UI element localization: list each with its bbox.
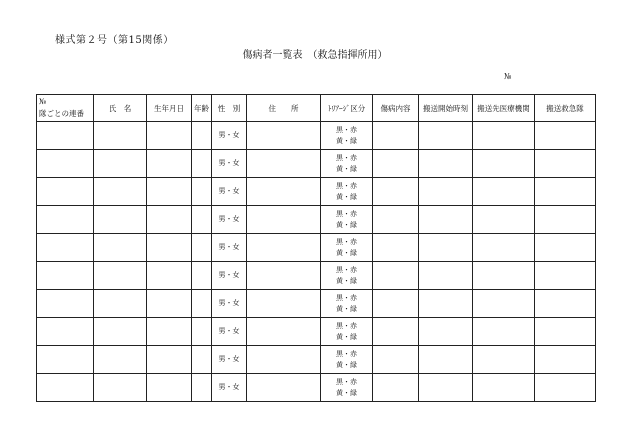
cell-destination[interactable]: [473, 290, 535, 318]
triage-options-line1: 黒・赤: [336, 293, 357, 302]
cell-birthdate[interactable]: [147, 318, 192, 346]
document-title: 傷病者一覧表 （救急指揮所用）: [242, 50, 388, 61]
cell-address[interactable]: [247, 374, 321, 402]
cell-address[interactable]: [247, 150, 321, 178]
cell-destination[interactable]: [473, 318, 535, 346]
cell-birthdate[interactable]: [147, 374, 192, 402]
cell-triage[interactable]: [321, 206, 373, 234]
cell-transport-start[interactable]: [419, 318, 473, 346]
cell-destination[interactable]: [473, 206, 535, 234]
cell-address[interactable]: [247, 206, 321, 234]
triage-options-line2: 黄・緑: [336, 304, 357, 313]
header-age: 年齢: [192, 95, 212, 122]
cell-triage[interactable]: [321, 178, 373, 206]
cell-address[interactable]: [247, 122, 321, 150]
cell-sequence[interactable]: [37, 122, 94, 150]
cell-transport-start[interactable]: [419, 178, 473, 206]
header-destination: 搬送先医療機関: [473, 95, 535, 122]
cell-transport-start[interactable]: [419, 346, 473, 374]
cell-age[interactable]: [192, 374, 212, 402]
triage-options-line1: 黒・赤: [336, 125, 357, 134]
cell-age[interactable]: [192, 234, 212, 262]
cell-destination[interactable]: [473, 262, 535, 290]
cell-name[interactable]: [94, 178, 147, 206]
triage-options-line2: 黄・緑: [336, 360, 357, 369]
page-number-label: №: [504, 72, 512, 81]
cell-injury[interactable]: [373, 262, 419, 290]
cell-name[interactable]: [94, 318, 147, 346]
cell-age[interactable]: [192, 206, 212, 234]
cell-sex[interactable]: 男・女: [212, 206, 247, 234]
table-row: [37, 178, 596, 206]
cell-sequence[interactable]: [37, 290, 94, 318]
cell-sequence[interactable]: [37, 346, 94, 374]
cell-triage[interactable]: [321, 346, 373, 374]
triage-options-line2: 黄・緑: [336, 248, 357, 257]
cell-transport-unit[interactable]: [535, 206, 596, 234]
cell-injury[interactable]: [373, 150, 419, 178]
cell-transport-unit[interactable]: [535, 122, 596, 150]
cell-age[interactable]: [192, 150, 212, 178]
cell-sequence[interactable]: [37, 262, 94, 290]
cell-injury[interactable]: [373, 346, 419, 374]
table-body: [37, 122, 596, 402]
cell-transport-start[interactable]: [419, 262, 473, 290]
form-number: 様式第２号（第15関係）: [55, 35, 174, 46]
cell-birthdate[interactable]: [147, 262, 192, 290]
table-row: [37, 346, 596, 374]
cell-transport-unit[interactable]: [535, 178, 596, 206]
cell-transport-start[interactable]: [419, 122, 473, 150]
cell-sequence[interactable]: [37, 150, 94, 178]
triage-options-line1: 黒・赤: [336, 377, 357, 386]
cell-address[interactable]: [247, 346, 321, 374]
cell-destination[interactable]: [473, 374, 535, 402]
table-row: [37, 150, 596, 178]
cell-destination[interactable]: [473, 122, 535, 150]
triage-options-line2: 黄・緑: [336, 220, 357, 229]
cell-address[interactable]: [247, 290, 321, 318]
cell-sex[interactable]: 男・女: [212, 178, 247, 206]
cell-name[interactable]: [94, 290, 147, 318]
cell-injury[interactable]: [373, 374, 419, 402]
header-sequence-number: [37, 95, 94, 122]
casualty-roster-table: [36, 94, 596, 402]
header-no-symbol: №: [39, 97, 47, 106]
triage-options-line1: 黒・赤: [336, 321, 357, 330]
cell-name[interactable]: [94, 234, 147, 262]
header-sex: 性 別: [212, 95, 247, 122]
cell-sex[interactable]: 男・女: [212, 234, 247, 262]
cell-sequence[interactable]: [37, 234, 94, 262]
cell-age[interactable]: [192, 122, 212, 150]
cell-triage[interactable]: [321, 374, 373, 402]
cell-address[interactable]: [247, 178, 321, 206]
cell-transport-unit[interactable]: [535, 290, 596, 318]
triage-options-line1: 黒・赤: [336, 153, 357, 162]
triage-options-line2: 黄・緑: [336, 276, 357, 285]
cell-birthdate[interactable]: [147, 150, 192, 178]
triage-options-line1: 黒・赤: [336, 209, 357, 218]
triage-options-line2: 黄・緑: [336, 136, 357, 145]
cell-transport-unit[interactable]: [535, 262, 596, 290]
cell-name[interactable]: [94, 206, 147, 234]
cell-destination[interactable]: [473, 234, 535, 262]
table-header-row: [37, 95, 596, 122]
triage-options-line2: 黄・緑: [336, 332, 357, 341]
cell-transport-start[interactable]: [419, 290, 473, 318]
cell-triage[interactable]: [321, 290, 373, 318]
cell-sex[interactable]: 男・女: [212, 150, 247, 178]
table-row: [37, 206, 596, 234]
cell-age[interactable]: [192, 290, 212, 318]
header-transport-start: 搬送開始時刻: [419, 95, 473, 122]
cell-name[interactable]: [94, 346, 147, 374]
cell-transport-start[interactable]: [419, 206, 473, 234]
cell-name[interactable]: [94, 262, 147, 290]
cell-destination[interactable]: [473, 178, 535, 206]
cell-birthdate[interactable]: [147, 178, 192, 206]
cell-sex[interactable]: 男・女: [212, 290, 247, 318]
cell-triage[interactable]: [321, 122, 373, 150]
cell-sex[interactable]: 男・女: [212, 122, 247, 150]
cell-triage[interactable]: [321, 234, 373, 262]
triage-options-line1: 黒・赤: [336, 181, 357, 190]
header-address: 住 所: [247, 95, 321, 122]
cell-triage[interactable]: [321, 262, 373, 290]
cell-sex[interactable]: 男・女: [212, 318, 247, 346]
cell-injury[interactable]: [373, 178, 419, 206]
cell-triage[interactable]: [321, 318, 373, 346]
cell-transport-unit[interactable]: [535, 318, 596, 346]
table-row: [37, 122, 596, 150]
cell-transport-unit[interactable]: [535, 234, 596, 262]
cell-sequence[interactable]: [37, 206, 94, 234]
cell-sex[interactable]: 男・女: [212, 374, 247, 402]
cell-destination[interactable]: [473, 346, 535, 374]
header-unit-sequence: 隊ごとの連番: [39, 109, 84, 118]
header-triage: ﾄﾘｱｰｼﾞ区分: [321, 95, 373, 122]
cell-destination[interactable]: [473, 150, 535, 178]
cell-transport-start[interactable]: [419, 374, 473, 402]
header-name: 氏 名: [94, 95, 147, 122]
cell-birthdate[interactable]: [147, 290, 192, 318]
cell-transport-unit[interactable]: [535, 150, 596, 178]
triage-options-line1: 黒・赤: [336, 349, 357, 358]
triage-options-line2: 黄・緑: [336, 388, 357, 397]
header-transport-unit: 搬送救急隊: [535, 95, 596, 122]
cell-injury[interactable]: [373, 234, 419, 262]
cell-injury[interactable]: [373, 290, 419, 318]
cell-age[interactable]: [192, 178, 212, 206]
cell-age[interactable]: [192, 346, 212, 374]
header-injury: 傷病内容: [373, 95, 419, 122]
cell-sequence[interactable]: [37, 374, 94, 402]
cell-sequence[interactable]: [37, 318, 94, 346]
cell-injury[interactable]: [373, 122, 419, 150]
cell-injury[interactable]: [373, 318, 419, 346]
cell-name[interactable]: [94, 122, 147, 150]
cell-age[interactable]: [192, 262, 212, 290]
cell-sex[interactable]: 男・女: [212, 346, 247, 374]
cell-injury[interactable]: [373, 206, 419, 234]
triage-options-line2: 黄・緑: [336, 192, 357, 201]
cell-birthdate[interactable]: [147, 122, 192, 150]
table-row: [37, 374, 596, 402]
table-row: [37, 318, 596, 346]
triage-options-line1: 黒・赤: [336, 265, 357, 274]
triage-options-line1: 黒・赤: [336, 237, 357, 246]
cell-birthdate[interactable]: [147, 346, 192, 374]
cell-transport-unit[interactable]: [535, 374, 596, 402]
cell-address[interactable]: [247, 318, 321, 346]
triage-options-line2: 黄・緑: [336, 164, 357, 173]
cell-birthdate[interactable]: [147, 234, 192, 262]
cell-age[interactable]: [192, 318, 212, 346]
cell-triage[interactable]: [321, 150, 373, 178]
table-row: [37, 262, 596, 290]
cell-name[interactable]: [94, 150, 147, 178]
cell-transport-start[interactable]: [419, 234, 473, 262]
cell-address[interactable]: [247, 234, 321, 262]
cell-address[interactable]: [247, 262, 321, 290]
cell-name[interactable]: [94, 374, 147, 402]
cell-transport-start[interactable]: [419, 150, 473, 178]
table-row: [37, 234, 596, 262]
table-row: [37, 290, 596, 318]
cell-birthdate[interactable]: [147, 206, 192, 234]
cell-transport-unit[interactable]: [535, 346, 596, 374]
cell-sequence[interactable]: [37, 178, 94, 206]
cell-sex[interactable]: 男・女: [212, 262, 247, 290]
header-birthdate: 生年月日: [147, 95, 192, 122]
